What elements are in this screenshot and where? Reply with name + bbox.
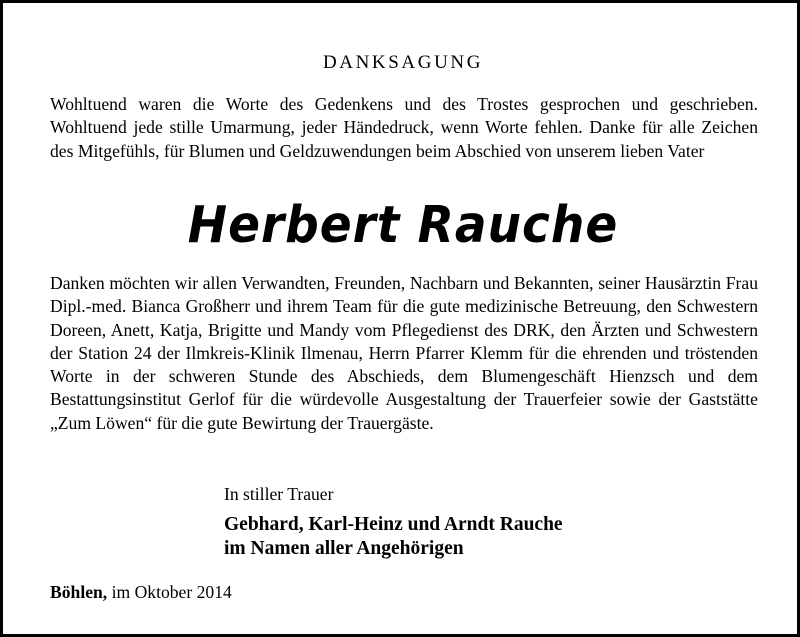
place: Böhlen,: [50, 582, 108, 602]
signature-names: Gebhard, Karl-Heinz und Arndt Rauche: [224, 514, 563, 535]
thanks-paragraph: Danken möchten wir allen Verwandten, Freunden, Nachbarn und Bekannten, seiner Hausärztin Frau Dipl.-med. Bianca Großherr und ihrem Team für die gute medizinische Betreuung, den Schwestern Doreen, Anett, Katja, Brigitte und Mandy vom Pflegedienst des DRK, den Ärzten und Schwestern der Station 24 der Ilmkreis-Klinik Ilmenau, Herrn Pfarrer Klemm für die ehrenden und tröstenden Worte in der schweren Stunde des Abschieds, dem Blumengeschäft Hienzsch und dem Bestattungsinstitut Gerlof für die würdevolle Ausgestaltung der Trauerfeier sowie der Gaststätte „Zum Löwen“ für die gute Bewirtung der Trauergäste.: [50, 273, 758, 433]
date: im Oktober 2014: [107, 582, 232, 602]
deceased-name: Herbert Rauche: [187, 195, 619, 256]
place-date: [50, 582, 232, 603]
intro-paragraph: Wohltuend waren die Worte des Gedenkens und des Trostes gesprochen und geschrieben. Wohltuend jede stille Umarmung, jeder Händedruck, wenn Worte fehlen. Danke für alle Zeichen des Mitgefühls, für Blumen und Geldzuwendungen beim Abschied von unserem lieben Vater: [50, 94, 758, 161]
notice-heading: DANKSAGUNG: [322, 52, 484, 73]
signature-intro: In stiller Trauer: [224, 484, 334, 504]
signature-relatives: im Namen aller Angehörigen: [224, 538, 464, 559]
signature-block: [224, 513, 563, 561]
